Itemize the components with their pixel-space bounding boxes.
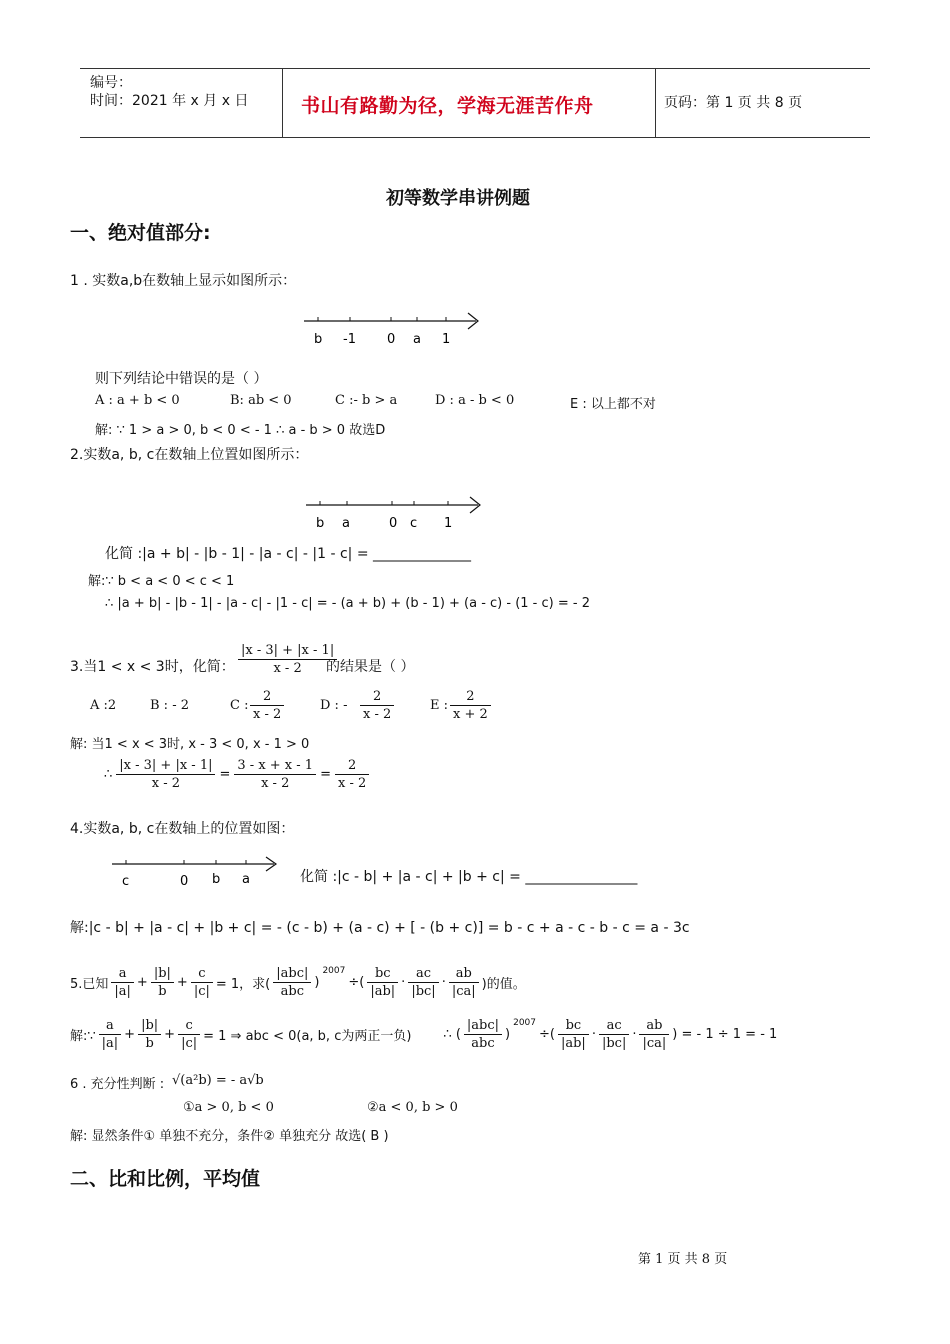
q5-mid: = 1，求( [215, 977, 271, 992]
q1-number-line [300, 308, 490, 350]
q5-ab-num: ab [449, 966, 479, 983]
q3-denominator: x - 2 [273, 661, 302, 676]
q1-option-b: B: ab < 0 [230, 393, 292, 408]
q5-pre: 5.已知 [70, 977, 109, 992]
q1-option-e: E : 以上都不对 [570, 397, 656, 412]
q4-stem: 4.实数a, b, c在数轴上的位置如图： [70, 821, 295, 837]
q5-a-num: a [111, 966, 134, 983]
q5-sol-a-den: |a| [101, 1036, 119, 1051]
q4-solution: 解:|c - b| + |a - c| + |b + c| = - (c - b) + (a - c) + [ - (b + c)] = b - c + a - c - b - c = a - 3c [70, 920, 690, 936]
q5-bc-den: |ab| [370, 984, 396, 999]
q3-option-c-num: 2 [250, 689, 284, 706]
q3-option-c-den: x - 2 [253, 707, 282, 722]
page-header [80, 68, 870, 138]
q5-sol-abc-num: |abc| [464, 1018, 502, 1035]
q3-option-d-label: D : - [320, 698, 348, 713]
q3-option-e-num: 2 [450, 689, 491, 706]
q4-axis-label: c [122, 874, 130, 889]
q5-b-den: b [158, 984, 167, 999]
q5-c-den: |c| [193, 984, 210, 999]
q1-solution: 解: ∵ 1 > a > 0, b < 0 < - 1 ∴ a - b > 0 故选D [95, 423, 386, 438]
q5-post: )的值。 [481, 977, 526, 992]
q4-axis-label: b [212, 872, 221, 887]
q2-solution-line1: 解:∵ b < a < 0 < c < 1 [88, 574, 235, 589]
motto: 书山有路勤为径，学海无涯苦作舟 [301, 95, 594, 117]
q4-axis-label: a [242, 872, 250, 887]
q5-sol-c-num: c [178, 1018, 200, 1035]
q5-sol-ac-num: ac [599, 1018, 629, 1035]
q4-number-line [108, 852, 288, 892]
q5-sol-div: ÷( [539, 1027, 555, 1042]
q2-number-line [302, 492, 492, 534]
q1-stem: 1 . 实数a,b在数轴上显示如图所示： [70, 273, 297, 289]
q3-sol-f1-num: |x - 3| + |x - 1| [116, 758, 215, 775]
q3-sol-f1-den: x - 2 [151, 776, 181, 791]
q6-solution: 解: 显然条件① 单独不充分，条件② 单独充分 故选( B ) [70, 1129, 389, 1144]
q2-axis-label: c [410, 516, 418, 531]
q3-fraction [238, 643, 337, 676]
q3-option-e-label: E : [430, 698, 449, 713]
q3-pre: 3.当1 < x < 3时，化简： [70, 659, 235, 675]
page-footer: 第 1 页 共 8 页 [638, 1252, 728, 1267]
document-title: 初等数学串讲例题 [386, 188, 530, 209]
q5-sol-ab-num: ab [639, 1018, 669, 1035]
q6-condition-2: ②a < 0, b > 0 [367, 1100, 458, 1115]
q2-stem: 2.实数a, b, c在数轴上位置如图所示： [70, 447, 309, 463]
number-label: 编号： [90, 75, 132, 91]
q1-axis-label: -1 [343, 332, 356, 347]
q3-sol-f2-num: 3 - x + x - 1 [234, 758, 316, 775]
q2-axis-label: a [342, 516, 350, 531]
header-right-cell [656, 69, 870, 137]
page-info: 页码：第 1 页 共 8 页 [664, 95, 803, 111]
q5-sol-b-den: b [145, 1036, 154, 1051]
q1-axis-label: a [413, 332, 421, 347]
q5-sol-ac-den: |bc| [601, 1036, 627, 1051]
q5-ac-num: ac [408, 966, 438, 983]
q3-option-e-den: x + 2 [453, 707, 488, 722]
q5-c-num: c [191, 966, 213, 983]
section-heading-1: 一、绝对值部分: [70, 222, 211, 244]
q5-sol-bc-den: |ab| [560, 1036, 586, 1051]
q3-numerator: |x - 3| + |x - 1| [238, 643, 337, 660]
q6-condition-1: ①a > 0, b < 0 [183, 1100, 274, 1115]
q5-stem: 5.已知 $\frac{a}{|a|}$ + $\frac{|b|}{b}$ + $\frac{c}{|c|}$ = 1，求( $\frac{\text{|abc|}}{\text{abc}}$ ) $^{2007}$ ÷( $\frac{bc}{|ab|}$ · $\frac{ac}{|bc|}$ · $\frac{ab}{|ca|}$ )的值。 [70, 966, 526, 999]
q5-sol-exponent: 2007 [513, 1018, 537, 1028]
q3-option-c-label: C : [230, 698, 249, 713]
q5-sol-ab-den: |ca| [642, 1036, 667, 1051]
header-left-cell [80, 69, 280, 137]
q5-sol-there: ∴ ( [443, 1027, 461, 1042]
q3-solution-line2 [104, 758, 369, 791]
q5-sol-mid: = 1 ⇒ abc < 0(a, b, c为两正一负) [203, 1029, 412, 1044]
header-motto-cell [282, 69, 656, 137]
q6-stem-pre: 6 . 充分性判断 : [70, 1077, 165, 1092]
q2-axis-label: b [316, 516, 325, 531]
q3-post: 的结果是（ ） [326, 659, 415, 675]
q5-b-num: |b| [151, 966, 174, 983]
q5-ab-den: |ca| [451, 984, 476, 999]
q1-axis-label: 0 [387, 332, 396, 347]
therefore-symbol: ∴ [104, 767, 113, 782]
q5-sol-bc-num: bc [558, 1018, 589, 1035]
q6-stem-formula: √(a²b) = - a√b [172, 1073, 264, 1088]
q2-solution-line2: ∴ |a + b| - |b - 1| - |a - c| - |1 - c| = - (a + b) + (b - 1) + (a - c) - (1 - c) = - 2 [105, 596, 590, 611]
q5-sol-pre: 解:∵ [70, 1029, 96, 1044]
q2-axis-label: 0 [389, 516, 398, 531]
q5-abc-den: abc [280, 984, 304, 999]
q3-sol-f2-den: x - 2 [261, 776, 290, 791]
q3-option-a: A :2 [90, 698, 117, 713]
q3-option-d-den: x - 2 [363, 707, 392, 722]
equals-sign: = [219, 767, 231, 782]
q4-simplify: 化简 :|c - b| + |a - c| + |b + c| = ________________ [300, 869, 638, 885]
q5-exponent: 2007 [322, 966, 346, 976]
q5-ac-den: |bc| [411, 984, 436, 999]
q3-option-c-fraction [250, 689, 284, 722]
q5-sol-end: ) = - 1 ÷ 1 = - 1 [672, 1027, 778, 1042]
q1-option-a: A : a + b < 0 [95, 393, 180, 408]
time-label: 时间：2021 年 x 月 x 日 [90, 93, 249, 109]
q1-question: 则下列结论中错误的是（ ） [95, 371, 268, 387]
q4-axis-label: 0 [180, 874, 189, 889]
q1-option-d: D : a - b < 0 [435, 393, 515, 408]
q3-option-b: B : - 2 [150, 698, 189, 713]
q3-solution-line1: 解: 当1 < x < 3时, x - 3 < 0, x - 1 > 0 [70, 737, 310, 752]
q1-axis-label: b [314, 332, 323, 347]
q5-bc-num: bc [367, 966, 398, 983]
q5-sol-b-num: |b| [138, 1018, 161, 1035]
q1-axis-label: 1 [442, 332, 451, 347]
section-heading-2: 二、比和比例，平均值 [70, 1168, 261, 1190]
q5-sol-a-num: a [99, 1018, 122, 1035]
q1-option-c: C :- b > a [335, 393, 398, 408]
q2-simplify: 化简 :|a + b| - |b - 1| - |a - c| - |1 - c| = ______________ [105, 546, 472, 562]
q5-a-den: |a| [114, 984, 131, 999]
equals-sign: = [320, 767, 331, 782]
q5-solution: 解:∵ $\frac{a}{|a|}$ + $\frac{|b|}{b}$ + $\frac{c}{|c|}$ = 1 ⇒ abc < 0(a, b, c为两正一负) ∴ ( $\frac{\text{|abc|}}{\text{abc}}$ ) $^{2007}$ ÷( $\frac{bc}{|ab|}$ · $\frac{ac}{|bc|}$ · $\frac{ab}{|ca|}$ ) = - 1 ÷ 1 = - 1 [70, 1018, 778, 1051]
q5-sol-c-den: |c| [181, 1036, 198, 1051]
q3-option-d-num: 2 [360, 689, 394, 706]
q5-abc-num: |abc| [273, 966, 311, 983]
q5-sol-abc-den: abc [471, 1036, 495, 1051]
q3-sol-f3-den: x - 2 [337, 776, 367, 791]
q5-div: ÷( [348, 975, 365, 990]
q3-sol-f3-num: 2 [335, 758, 369, 775]
q3-option-e-fraction [450, 689, 491, 722]
q3-option-d-fraction [360, 689, 394, 722]
q2-axis-label: 1 [444, 516, 453, 531]
